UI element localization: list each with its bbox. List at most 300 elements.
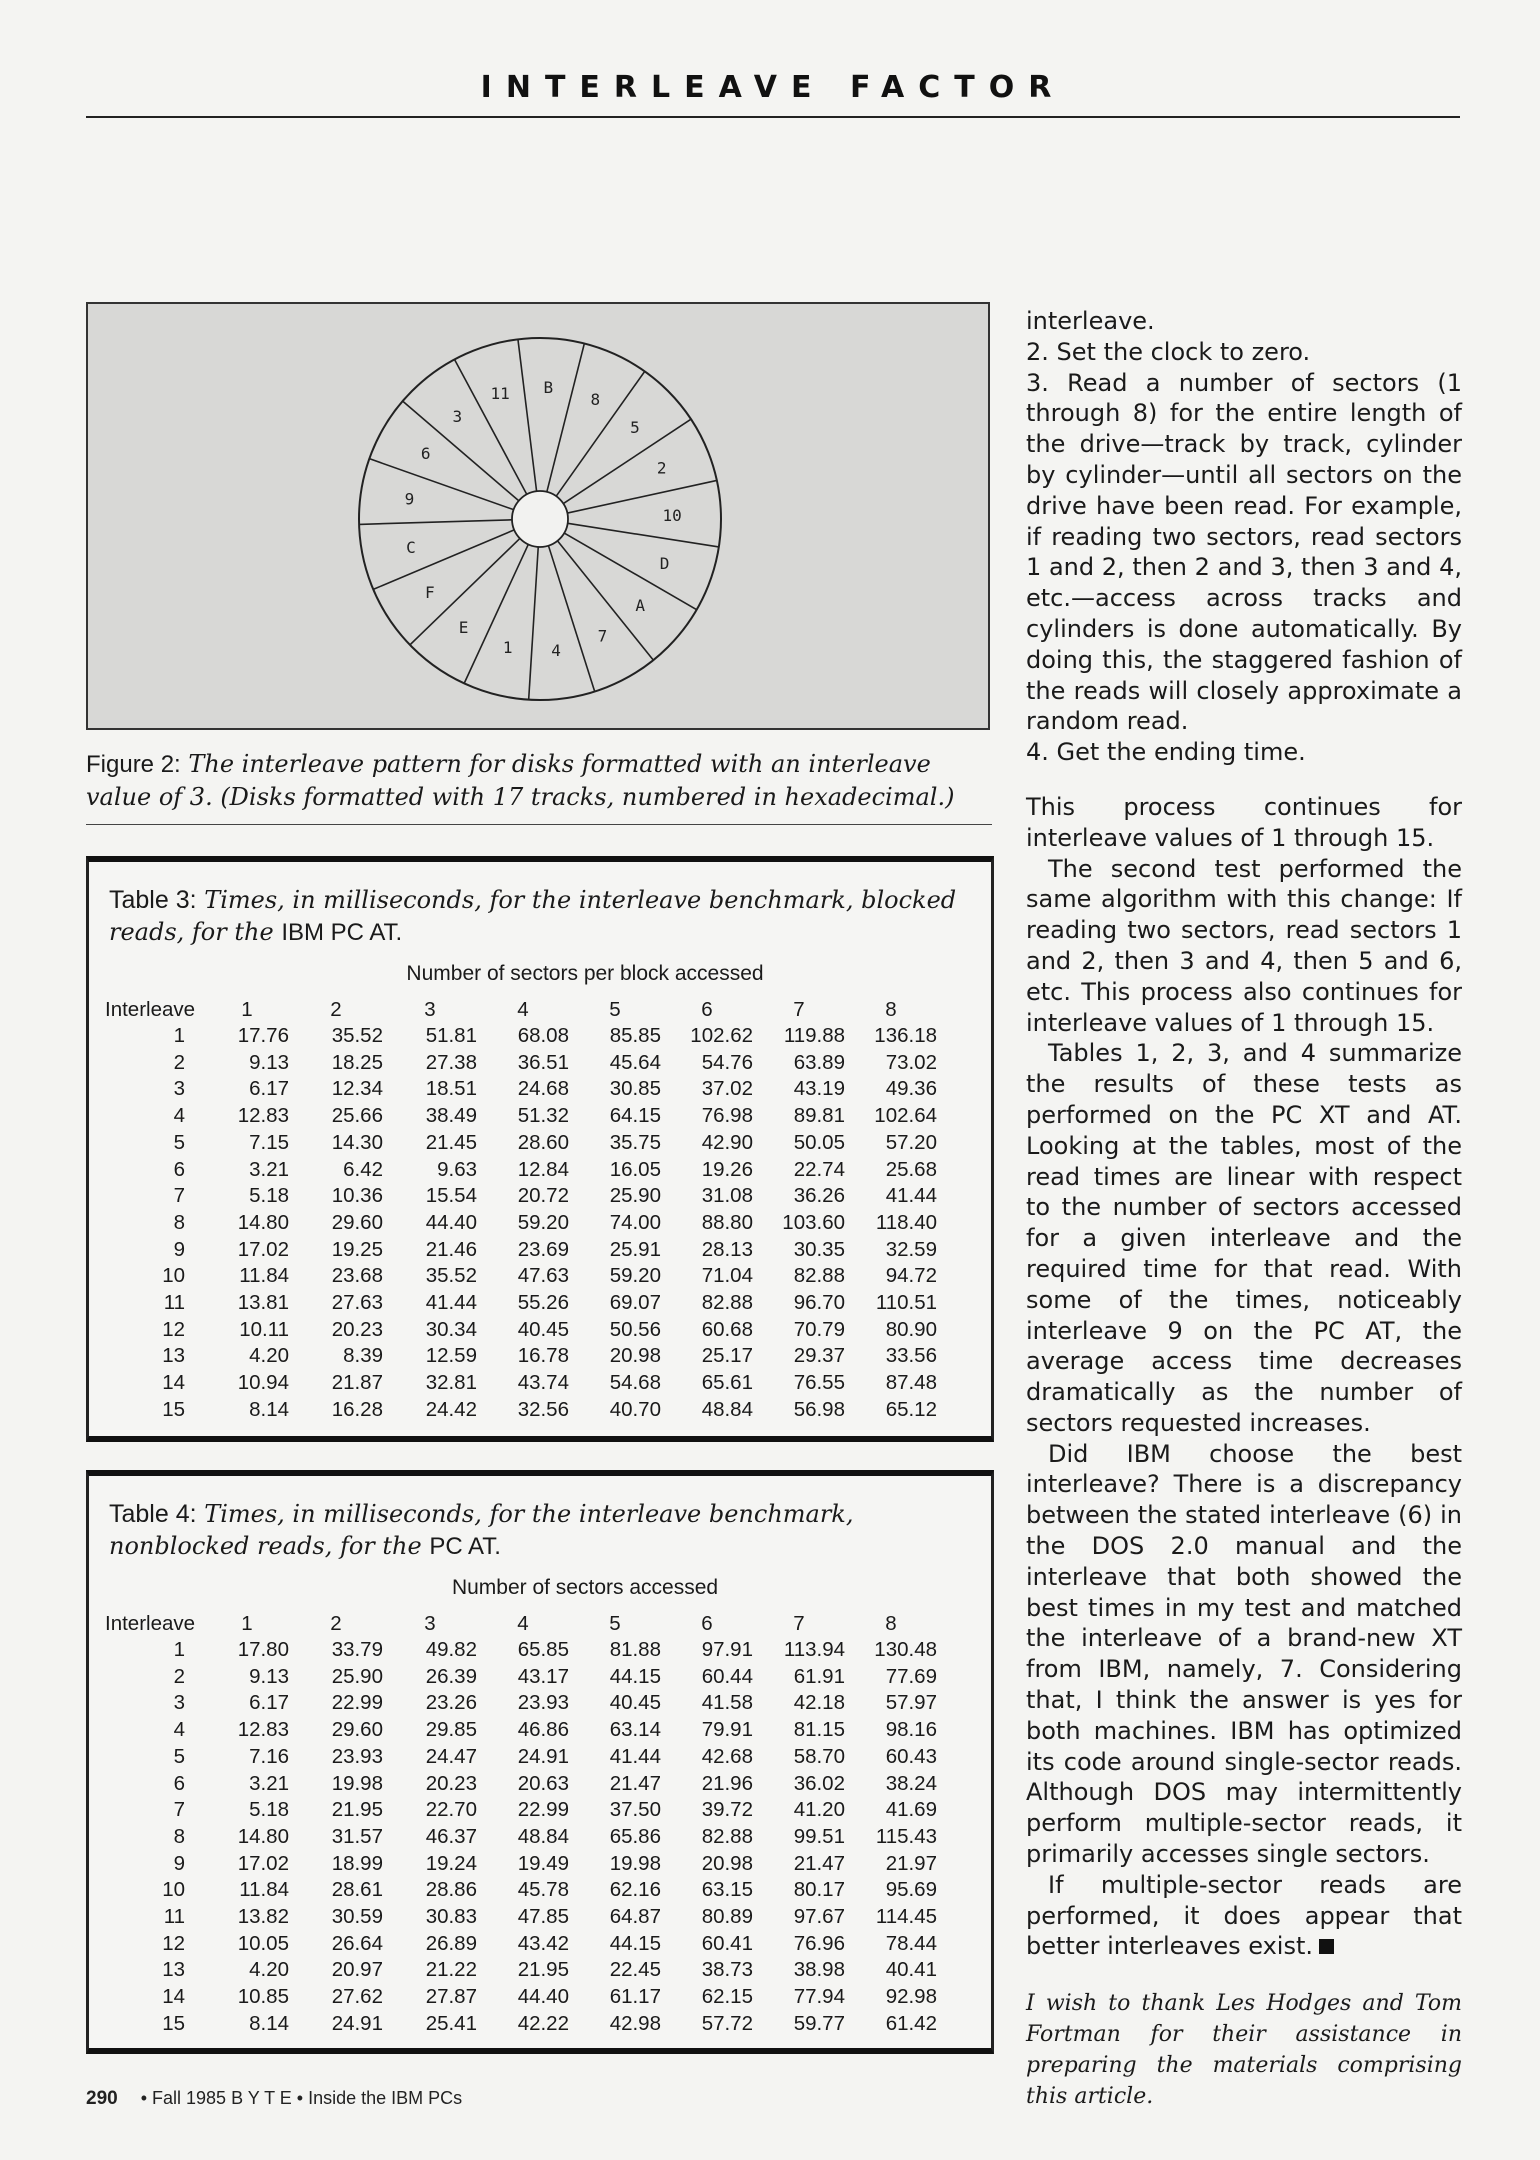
sector-label: E xyxy=(458,617,469,637)
sector-label: 11 xyxy=(490,384,510,404)
time-cell: 38.24 xyxy=(885,1771,937,1795)
column-header: 1 xyxy=(241,1611,253,1635)
time-cell: 47.63 xyxy=(517,1264,569,1288)
interleave-cell: 8 xyxy=(173,1824,185,1848)
time-cell: 21.95 xyxy=(331,1798,383,1822)
time-cell: 41.44 xyxy=(425,1291,477,1315)
time-cell: 42.98 xyxy=(609,2011,661,2035)
time-cell: 8.14 xyxy=(249,2011,289,2035)
time-cell: 25.66 xyxy=(331,1104,383,1128)
column-header: 3 xyxy=(424,1611,436,1635)
sector-divider xyxy=(359,520,512,525)
interleave-cell: 3 xyxy=(173,1077,185,1101)
time-cell: 45.78 xyxy=(517,1878,569,1902)
sector-divider xyxy=(369,459,513,510)
time-cell: 40.41 xyxy=(885,1958,937,1982)
time-cell: 31.08 xyxy=(701,1184,753,1208)
time-cell: 49.82 xyxy=(425,1638,477,1661)
time-cell: 25.68 xyxy=(885,1157,937,1181)
time-cell: 10.85 xyxy=(237,1985,289,2009)
column-header: 2 xyxy=(330,997,342,1021)
table-3-caption-machine: IBM PC AT. xyxy=(281,919,403,946)
time-cell: 11.84 xyxy=(239,1878,289,1902)
time-cell: 6.17 xyxy=(249,1077,289,1101)
table-row xyxy=(105,1931,937,1958)
time-cell: 32.56 xyxy=(517,1397,569,1421)
time-cell: 64.87 xyxy=(609,1905,661,1929)
table-4 xyxy=(86,1470,994,2054)
time-cell: 39.72 xyxy=(701,1798,753,1822)
table-row xyxy=(105,1397,937,1424)
time-cell: 97.91 xyxy=(701,1638,753,1661)
time-cell: 64.15 xyxy=(609,1104,661,1128)
time-cell: 12.83 xyxy=(237,1104,289,1128)
sector-label: F xyxy=(424,582,435,602)
sector-divider xyxy=(568,523,719,547)
time-cell: 4.20 xyxy=(249,1958,289,1982)
time-cell: 46.37 xyxy=(425,1824,477,1848)
time-cell: 73.02 xyxy=(885,1050,937,1074)
interleave-cell: 10 xyxy=(162,1878,185,1902)
table-row xyxy=(105,1076,937,1103)
time-cell: 49.36 xyxy=(885,1077,937,1101)
page-header-title: INTERLEAVE FACTOR xyxy=(480,70,1066,105)
time-cell: 68.08 xyxy=(517,1024,569,1047)
sector-label: B xyxy=(543,378,554,398)
figure-caption-text: The interleave pattern for disks formatted with an interleave value of 3. (Disks formatted with 17 tracks, numbered in hexadecimal.) xyxy=(86,750,955,811)
time-cell: 60.44 xyxy=(701,1664,753,1688)
table-row xyxy=(105,1263,937,1290)
acknowledgment: I wish to thank Les Hodges and Tom Fortman for their assistance in preparing the materials comprising this article. xyxy=(1026,1991,1462,2110)
interleave-cell: 4 xyxy=(173,1718,185,1742)
time-cell: 23.68 xyxy=(331,1264,383,1288)
sector-divider xyxy=(464,544,528,683)
footer-text: • Fall 1985 B Y T E • Inside the IBM PCs xyxy=(140,2088,463,2108)
table-row xyxy=(105,1664,937,1691)
time-cell: 13.81 xyxy=(237,1291,289,1315)
time-cell: 21.47 xyxy=(793,1851,845,1875)
time-cell: 102.64 xyxy=(874,1104,937,1128)
table-3-caption-text: Times, in milliseconds, for the interleave benchmark, blocked reads, for the xyxy=(109,886,957,946)
time-cell: 28.86 xyxy=(425,1878,477,1902)
interleave-cell: 14 xyxy=(162,1371,185,1395)
sector-label: A xyxy=(635,596,646,616)
time-cell: 18.51 xyxy=(425,1077,477,1101)
sector-label: 3 xyxy=(452,406,463,426)
sector-label: C xyxy=(406,538,416,558)
time-cell: 19.25 xyxy=(331,1237,383,1261)
time-cell: 59.20 xyxy=(517,1210,569,1234)
time-cell: 12.59 xyxy=(425,1344,477,1368)
interleave-cell: 12 xyxy=(162,1931,185,1955)
time-cell: 80.90 xyxy=(885,1317,937,1341)
time-cell: 25.17 xyxy=(701,1344,753,1368)
time-cell: 77.69 xyxy=(885,1664,937,1688)
body-paragraph: Tables 1, 2, 3, and 4 summarize the results of these tests as performed on the PC XT and AT. Looking at the tables, most of the read times are linear with respect to the number of sectors accessed for a given interleave and the required time for that read. With some of the times, noticeably interleave 9 on the PC AT, the average access time decreases dramatically as the number of sectors requested increases. xyxy=(1026,1039,1462,1437)
interleave-cell: 14 xyxy=(162,1985,185,2009)
column-header: 6 xyxy=(701,1611,713,1635)
time-cell: 22.70 xyxy=(425,1798,477,1822)
time-cell: 61.42 xyxy=(885,2011,937,2035)
time-cell: 17.76 xyxy=(237,1024,289,1047)
time-cell: 42.18 xyxy=(793,1691,845,1715)
time-cell: 24.91 xyxy=(517,1744,569,1768)
time-cell: 57.72 xyxy=(701,2011,753,2035)
time-cell: 20.98 xyxy=(701,1851,753,1875)
time-cell: 35.52 xyxy=(425,1264,477,1288)
sector-label: 7 xyxy=(597,626,608,646)
interleave-cell: 6 xyxy=(173,1771,185,1795)
time-cell: 8.14 xyxy=(249,1397,289,1421)
end-mark-icon xyxy=(1319,1939,1334,1954)
sector-label: 10 xyxy=(662,506,682,526)
time-cell: 14.80 xyxy=(237,1210,289,1234)
time-cell: 36.26 xyxy=(793,1184,845,1208)
time-cell: 29.60 xyxy=(331,1210,383,1234)
time-cell: 15.54 xyxy=(425,1184,477,1208)
time-cell: 23.26 xyxy=(425,1691,477,1715)
table-row xyxy=(105,1957,937,1984)
column-header: 2 xyxy=(330,1611,342,1635)
time-cell: 54.76 xyxy=(701,1050,753,1074)
time-cell: 41.69 xyxy=(885,1798,937,1822)
time-cell: 60.41 xyxy=(701,1931,753,1955)
time-cell: 55.26 xyxy=(517,1291,569,1315)
time-cell: 21.87 xyxy=(331,1371,383,1395)
time-cell: 12.34 xyxy=(331,1077,383,1101)
header-rule xyxy=(86,116,1460,118)
time-cell: 41.58 xyxy=(701,1691,753,1715)
table-row xyxy=(105,1290,937,1317)
time-cell: 22.45 xyxy=(609,1958,661,1982)
time-cell: 19.26 xyxy=(701,1157,753,1181)
interleave-cell: 11 xyxy=(163,1291,185,1315)
time-cell: 48.84 xyxy=(701,1397,753,1421)
time-cell: 27.62 xyxy=(331,1985,383,2009)
time-cell: 22.99 xyxy=(517,1798,569,1822)
table-3-caption xyxy=(109,884,979,949)
body-paragraph: 2. Set the clock to zero. xyxy=(1026,337,1311,366)
time-cell: 24.47 xyxy=(425,1744,477,1768)
table-4-grid xyxy=(105,1610,937,2038)
time-cell: 44.15 xyxy=(609,1931,661,1955)
time-cell: 42.68 xyxy=(701,1744,753,1768)
sector-label: 9 xyxy=(404,489,415,509)
time-cell: 94.72 xyxy=(885,1264,937,1288)
column-header: 8 xyxy=(885,997,897,1021)
time-cell: 62.16 xyxy=(609,1878,661,1902)
time-cell: 95.69 xyxy=(885,1878,937,1902)
body-paragraph-final xyxy=(1026,1870,1462,1962)
table-row xyxy=(105,1904,937,1931)
time-cell: 12.83 xyxy=(237,1718,289,1742)
time-cell: 30.35 xyxy=(793,1237,845,1261)
time-cell: 25.90 xyxy=(331,1664,383,1688)
time-cell: 24.68 xyxy=(517,1077,569,1101)
time-cell: 79.91 xyxy=(701,1718,753,1742)
time-cell: 102.62 xyxy=(690,1024,753,1047)
interleave-cell: 5 xyxy=(173,1744,185,1768)
interleave-cell: 13 xyxy=(162,1344,185,1368)
time-cell: 26.89 xyxy=(425,1931,477,1955)
time-cell: 65.12 xyxy=(885,1397,937,1421)
table-row xyxy=(105,1771,937,1798)
time-cell: 21.45 xyxy=(425,1130,477,1154)
time-cell: 136.18 xyxy=(874,1024,937,1047)
table-row xyxy=(105,1183,937,1210)
time-cell: 65.86 xyxy=(609,1824,661,1848)
time-cell: 62.15 xyxy=(701,1985,753,2009)
sector-label: 8 xyxy=(590,390,601,410)
time-cell: 10.94 xyxy=(237,1371,289,1395)
time-cell: 69.07 xyxy=(609,1291,661,1315)
column-header: 4 xyxy=(517,997,529,1021)
column-header: 3 xyxy=(424,997,436,1021)
time-cell: 19.98 xyxy=(331,1771,383,1795)
table-row xyxy=(105,1370,937,1397)
time-cell: 36.02 xyxy=(793,1771,845,1795)
time-cell: 59.20 xyxy=(609,1264,661,1288)
time-cell: 20.98 xyxy=(609,1344,661,1368)
time-cell: 25.90 xyxy=(609,1184,661,1208)
time-cell: 27.87 xyxy=(425,1985,477,2009)
time-cell: 23.69 xyxy=(517,1237,569,1261)
time-cell: 21.95 xyxy=(517,1958,569,1982)
time-cell: 24.91 xyxy=(331,2011,383,2035)
time-cell: 14.30 xyxy=(331,1130,383,1154)
table-4-caption-text: Times, in milliseconds, for the interleave benchmark, nonblocked reads, for the xyxy=(109,1500,854,1560)
time-cell: 35.52 xyxy=(331,1024,383,1047)
table-row xyxy=(105,1050,937,1077)
time-cell: 40.70 xyxy=(609,1397,661,1421)
time-cell: 88.80 xyxy=(701,1210,753,1234)
interleave-cell: 6 xyxy=(173,1157,185,1181)
table-3 xyxy=(86,856,994,1442)
interleave-cell: 1 xyxy=(173,1638,185,1661)
table-row xyxy=(105,1637,937,1664)
interleave-cell: 15 xyxy=(162,1397,185,1421)
table-4-caption xyxy=(109,1498,979,1563)
time-cell: 27.63 xyxy=(331,1291,383,1315)
body-paragraph: 4. Get the ending time. xyxy=(1026,738,1306,767)
time-cell: 71.04 xyxy=(701,1264,753,1288)
time-cell: 46.86 xyxy=(517,1718,569,1742)
figure-2-diagram xyxy=(86,302,990,730)
time-cell: 61.91 xyxy=(793,1664,845,1688)
time-cell: 87.48 xyxy=(885,1371,937,1395)
table-row xyxy=(105,1237,937,1264)
interleave-cell: 11 xyxy=(163,1905,185,1929)
time-cell: 21.46 xyxy=(425,1237,477,1261)
time-cell: 81.88 xyxy=(609,1638,661,1661)
time-cell: 18.25 xyxy=(331,1050,383,1074)
time-cell: 70.79 xyxy=(793,1317,845,1341)
time-cell: 81.15 xyxy=(793,1718,845,1742)
table-row xyxy=(105,1744,937,1771)
time-cell: 43.42 xyxy=(517,1931,569,1955)
time-cell: 28.61 xyxy=(331,1878,383,1902)
figure-label: Figure 2: xyxy=(86,751,181,778)
time-cell: 10.11 xyxy=(239,1317,289,1341)
time-cell: 10.05 xyxy=(237,1931,289,1955)
time-cell: 5.18 xyxy=(249,1184,289,1208)
time-cell: 17.02 xyxy=(237,1237,289,1261)
body-paragraph: This process continues for interleave values of 1 through 15. xyxy=(1026,792,1462,852)
column-header: 7 xyxy=(793,1611,805,1635)
time-cell: 19.49 xyxy=(517,1851,569,1875)
time-cell: 21.22 xyxy=(425,1958,477,1982)
time-cell: 82.88 xyxy=(701,1824,753,1848)
time-cell: 65.85 xyxy=(517,1638,569,1661)
time-cell: 118.40 xyxy=(875,1210,937,1234)
interleave-cell: 9 xyxy=(173,1851,185,1875)
time-cell: 82.88 xyxy=(793,1264,845,1288)
time-cell: 59.77 xyxy=(793,2011,845,2035)
body-paragraph: 3. Read a number of sectors (1 through 8) for the entire length of the drive—track by track, cylinder by cylinder—until all sectors on the drive have been read. For example, if reading two sectors, read sectors 1 and 2, then 2 and 3, then 3 and 4, etc.—access across tracks and cylinders is done automatically. By doing this, the staggered fashion of the reads will closely approximate a random read. xyxy=(1026,368,1462,736)
time-cell: 110.51 xyxy=(875,1291,937,1315)
time-cell: 6.42 xyxy=(343,1157,383,1181)
time-cell: 61.17 xyxy=(609,1985,661,2009)
table-3-label: Table 3: xyxy=(109,886,197,914)
time-cell: 20.72 xyxy=(517,1184,569,1208)
time-cell: 51.32 xyxy=(517,1104,569,1128)
time-cell: 17.02 xyxy=(237,1851,289,1875)
time-cell: 38.49 xyxy=(425,1104,477,1128)
time-cell: 92.98 xyxy=(885,1985,937,2009)
time-cell: 30.85 xyxy=(609,1077,661,1101)
time-cell: 21.97 xyxy=(885,1851,937,1875)
time-cell: 29.60 xyxy=(331,1718,383,1742)
time-cell: 18.99 xyxy=(331,1851,383,1875)
time-cell: 76.98 xyxy=(701,1104,753,1128)
time-cell: 25.91 xyxy=(609,1237,661,1261)
time-cell: 9.63 xyxy=(437,1157,477,1181)
time-cell: 23.93 xyxy=(517,1691,569,1715)
time-cell: 9.13 xyxy=(249,1664,289,1688)
time-cell: 31.57 xyxy=(331,1824,383,1848)
column-header: 5 xyxy=(609,1611,621,1635)
time-cell: 16.78 xyxy=(517,1344,569,1368)
time-cell: 130.48 xyxy=(874,1638,937,1661)
time-cell: 43.19 xyxy=(793,1077,845,1101)
time-cell: 44.40 xyxy=(425,1210,477,1234)
time-cell: 7.16 xyxy=(249,1744,289,1768)
sector-divider xyxy=(529,547,539,700)
time-cell: 51.81 xyxy=(425,1024,477,1047)
table-4-caption-machine: PC AT. xyxy=(429,1533,501,1560)
time-cell: 114.45 xyxy=(875,1905,937,1929)
time-cell: 24.42 xyxy=(425,1397,477,1421)
time-cell: 45.64 xyxy=(609,1050,661,1074)
table-header-row xyxy=(105,996,937,1023)
column-header: 4 xyxy=(517,1611,529,1635)
table-4-subhead: Number of sectors accessed xyxy=(451,1576,719,1599)
table-row xyxy=(105,1690,937,1717)
time-cell: 33.79 xyxy=(331,1638,383,1661)
time-cell: 76.96 xyxy=(793,1931,845,1955)
interleave-cell: 3 xyxy=(173,1691,185,1715)
time-cell: 30.34 xyxy=(425,1317,477,1341)
time-cell: 3.21 xyxy=(249,1771,289,1795)
time-cell: 50.56 xyxy=(609,1317,661,1341)
time-cell: 40.45 xyxy=(609,1691,661,1715)
time-cell: 32.59 xyxy=(885,1237,937,1261)
time-cell: 13.82 xyxy=(237,1905,289,1929)
time-cell: 41.44 xyxy=(609,1744,661,1768)
time-cell: 57.97 xyxy=(885,1691,937,1715)
body-paragraph: Did IBM choose the best interleave? There is a discrepancy between the stated interleave (6) in the DOS 2.0 manual and the interleave that both showed the best times in my test and matched the interleave of a brand-new XT from IBM, namely, 7. Considering that, I think the answer is yes for both machines. IBM has optimized its code around single-sector reads. Although DOS may intermittently perform multiple-sector reads, it primarily accesses single sectors. xyxy=(1026,1439,1462,1869)
time-cell: 38.98 xyxy=(793,1958,845,1982)
article-body-column xyxy=(1026,306,1462,2112)
figure-2-caption xyxy=(86,748,986,814)
time-cell: 20.63 xyxy=(517,1771,569,1795)
time-cell: 20.23 xyxy=(331,1317,383,1341)
time-cell: 48.84 xyxy=(517,1824,569,1848)
table-row xyxy=(105,1717,937,1744)
table-row xyxy=(105,2011,937,2038)
body-paragraph: The second test performed the same algorithm with this change: If reading two sectors, read sectors 1 and 2, then 3 and 4, then 5 and 6, etc. This process also continues for interleave values of 1 through 15. xyxy=(1026,854,1462,1037)
time-cell: 57.20 xyxy=(885,1130,937,1154)
interleave-cell: 5 xyxy=(173,1130,185,1154)
final-paragraph-text: If multiple-sector reads are performed, it does appear that better interleaves exist. xyxy=(1026,1870,1462,1961)
table-3-subhead: Number of sectors per block accessed xyxy=(406,962,764,985)
time-cell: 80.17 xyxy=(793,1878,845,1902)
interleave-cell: 8 xyxy=(173,1210,185,1234)
time-cell: 30.59 xyxy=(331,1905,383,1929)
table-row xyxy=(105,1210,937,1237)
time-cell: 30.83 xyxy=(425,1905,477,1929)
time-cell: 16.05 xyxy=(609,1157,661,1181)
sector-divider xyxy=(455,359,527,494)
table-row xyxy=(105,1984,937,2011)
time-cell: 41.20 xyxy=(793,1798,845,1822)
time-cell: 98.16 xyxy=(885,1718,937,1742)
time-cell: 26.64 xyxy=(331,1931,383,1955)
time-cell: 29.37 xyxy=(793,1344,845,1368)
time-cell: 54.68 xyxy=(609,1371,661,1395)
sector-divider xyxy=(564,533,696,610)
time-cell: 97.67 xyxy=(793,1905,845,1929)
time-cell: 36.51 xyxy=(517,1050,569,1074)
time-cell: 8.39 xyxy=(343,1344,383,1368)
time-cell: 37.50 xyxy=(609,1798,661,1822)
time-cell: 85.85 xyxy=(609,1024,661,1047)
time-cell: 82.88 xyxy=(701,1291,753,1315)
time-cell: 28.13 xyxy=(701,1237,753,1261)
time-cell: 4.20 xyxy=(249,1344,289,1368)
time-cell: 22.74 xyxy=(793,1157,845,1181)
disk-hub-circle xyxy=(512,491,568,547)
time-cell: 29.85 xyxy=(425,1718,477,1742)
time-cell: 6.17 xyxy=(249,1691,289,1715)
table-row xyxy=(105,1343,937,1370)
time-cell: 43.17 xyxy=(517,1664,569,1688)
time-cell: 47.85 xyxy=(517,1905,569,1929)
table-row xyxy=(105,1023,937,1050)
time-cell: 113.94 xyxy=(783,1638,845,1661)
interleave-cell: 15 xyxy=(162,2011,185,2035)
sector-divider xyxy=(373,530,514,589)
time-cell: 42.22 xyxy=(517,2011,569,2035)
sector-label: 6 xyxy=(420,443,431,463)
interleave-cell: 2 xyxy=(173,1050,185,1074)
sector-divider xyxy=(518,339,537,491)
time-cell: 19.24 xyxy=(425,1851,477,1875)
time-cell: 38.73 xyxy=(701,1958,753,1982)
time-cell: 26.39 xyxy=(425,1664,477,1688)
time-cell: 20.23 xyxy=(425,1771,477,1795)
caption-rule xyxy=(86,824,992,825)
